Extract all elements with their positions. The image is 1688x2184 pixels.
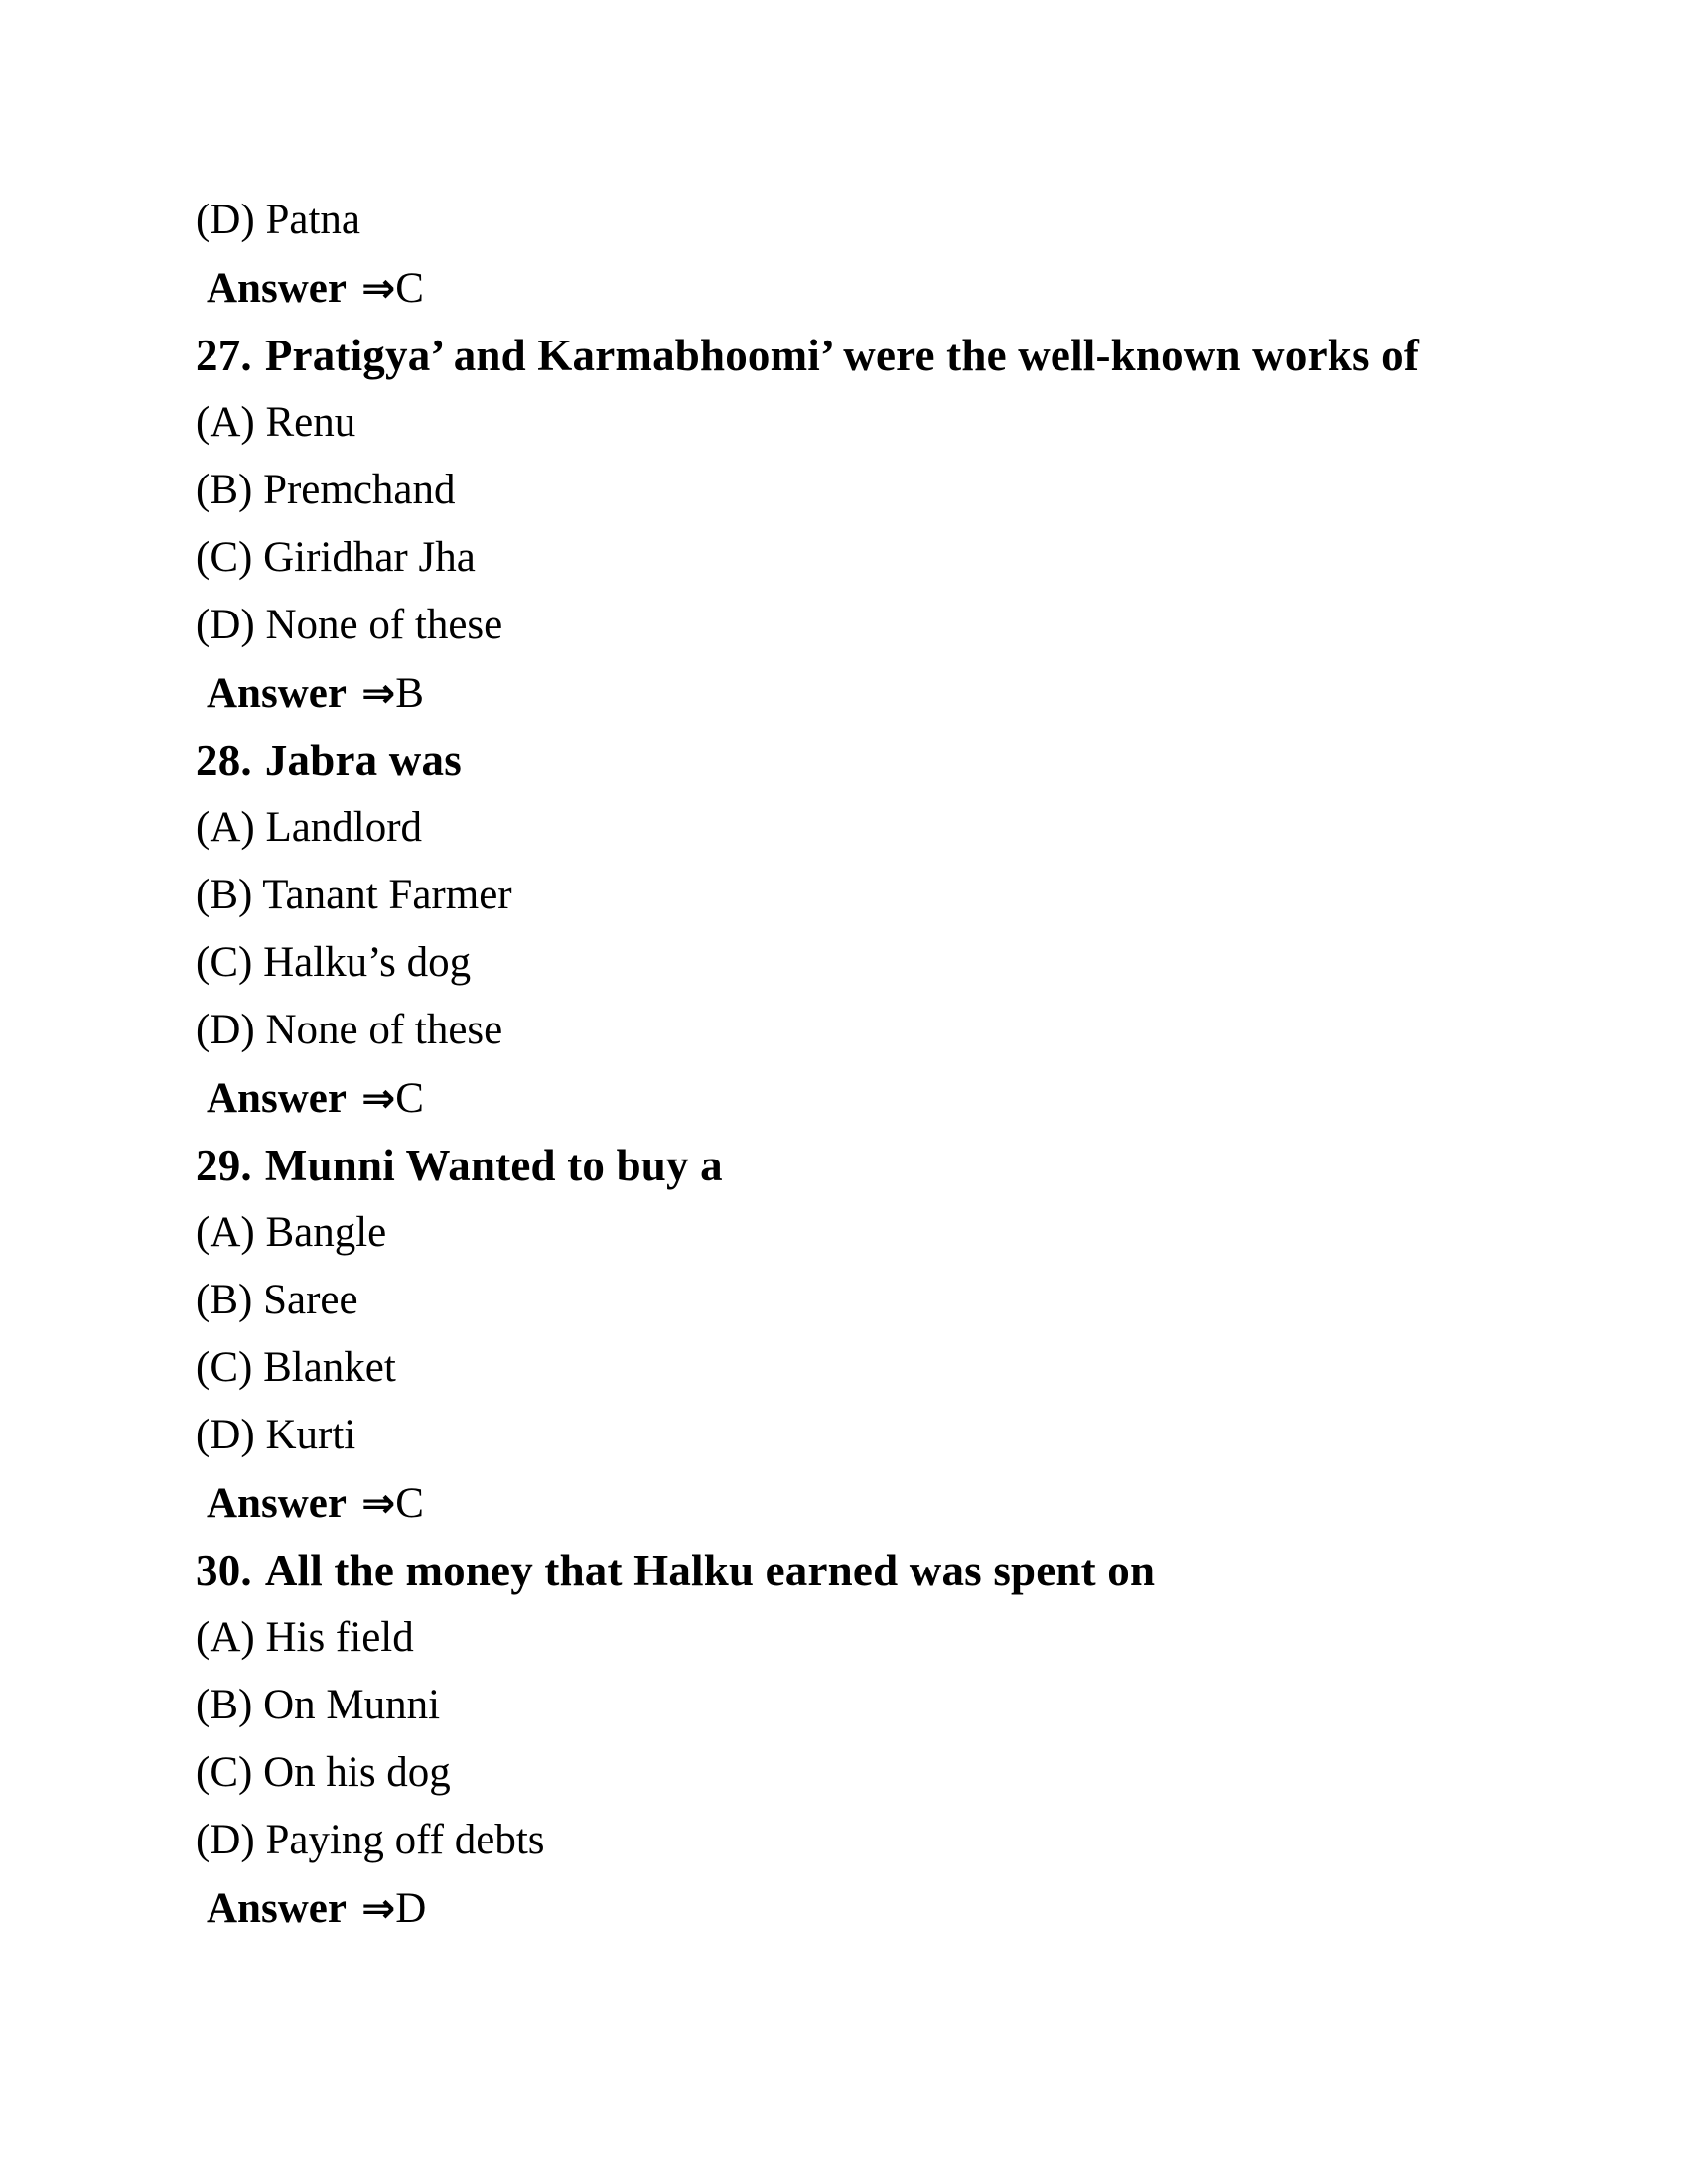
answer-letter: C <box>395 265 424 312</box>
option-line: (C) Blanket <box>196 1344 396 1391</box>
answer-label: Answer <box>207 1885 347 1932</box>
question-title: Pratigya’ and Karmabhoomi’ were the well-known works of <box>264 331 1420 380</box>
answer-line <box>196 254 1648 322</box>
question-title: Jabra was <box>264 736 462 785</box>
double-arrow-icon: ⇒ <box>360 1479 396 1527</box>
option-line: (D) Paying off debts <box>196 1817 545 1863</box>
option-line: (B) On Munni <box>196 1682 441 1728</box>
question-title: Munni Wanted to buy a <box>264 1141 723 1190</box>
option-line: (B) Premchand <box>196 467 456 513</box>
question-line <box>196 727 1648 794</box>
answer-label: Answer <box>207 265 347 312</box>
answer-line <box>196 1874 1648 1942</box>
answer-letter: D <box>395 1885 427 1932</box>
answer-label: Answer <box>207 1075 347 1122</box>
option-line: (C) Halku’s dog <box>196 939 472 986</box>
answer-line <box>196 1064 1648 1132</box>
option-line: (D) None of these <box>196 1007 503 1053</box>
option-line: (A) Bangle <box>196 1209 387 1256</box>
option-line: (A) His field <box>196 1614 414 1661</box>
question-line <box>196 1537 1648 1604</box>
option-line: (C) On his dog <box>196 1749 451 1796</box>
answer-letter: B <box>395 670 424 717</box>
question-line <box>196 1132 1648 1199</box>
double-arrow-icon: ⇒ <box>360 264 396 312</box>
double-arrow-icon: ⇒ <box>360 669 396 717</box>
option-line: (B) Tanant Farmer <box>196 872 512 918</box>
question-number: 28. <box>196 736 252 785</box>
option-line: (C) Giridhar Jha <box>196 534 476 581</box>
answer-letter: C <box>395 1075 424 1122</box>
question-number: 27. <box>196 331 252 380</box>
question-number: 30. <box>196 1546 252 1595</box>
option-line: (A) Renu <box>196 399 356 446</box>
double-arrow-icon: ⇒ <box>360 1074 396 1122</box>
question-line <box>196 322 1648 389</box>
option-line: (B) Saree <box>196 1277 358 1323</box>
answer-letter: C <box>395 1480 424 1527</box>
option-line: (D) Kurti <box>196 1412 356 1458</box>
answer-label: Answer <box>207 670 347 717</box>
option-line: (D) None of these <box>196 602 503 648</box>
answer-line <box>196 1469 1648 1537</box>
answer-label: Answer <box>207 1480 347 1527</box>
option-line: (D) Patna <box>196 197 360 243</box>
question-title: All the money that Halku earned was spent on <box>264 1546 1156 1595</box>
answer-line <box>196 659 1648 727</box>
option-line: (A) Landlord <box>196 804 423 851</box>
double-arrow-icon: ⇒ <box>360 1884 396 1932</box>
question-number: 29. <box>196 1141 252 1190</box>
